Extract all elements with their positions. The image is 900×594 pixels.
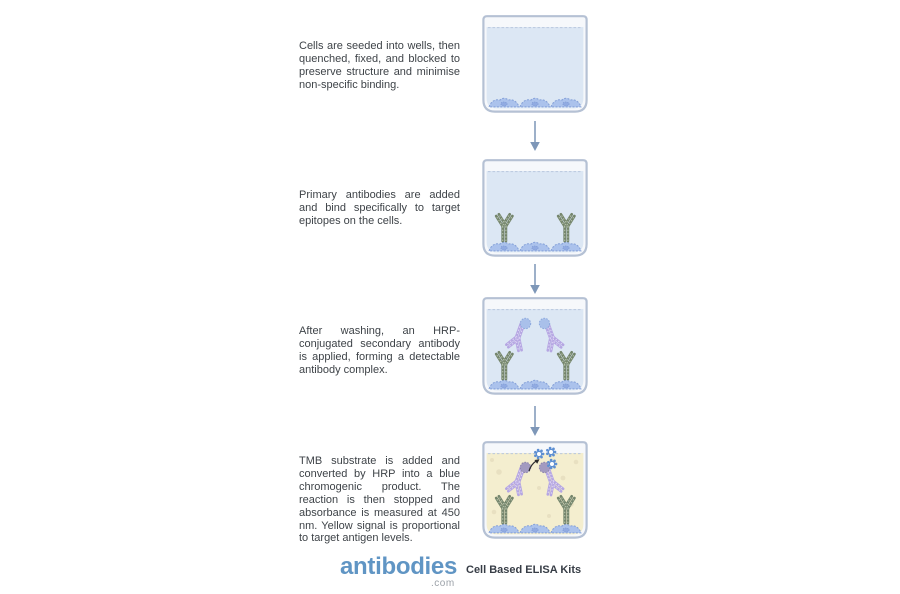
arrow-down-icon <box>528 263 542 295</box>
step-4-description: TMB substrate is added and converted by HRP into a blue chromogenic product. The reaction is then stopped and absorbance is measured at 450 nm. Yellow signal is proportional to target antigen levels. <box>299 455 460 545</box>
well-liquid <box>487 27 584 108</box>
hrp-enzyme-icon <box>520 462 530 472</box>
product-label: Cell Based ELISA Kits <box>466 564 582 576</box>
step-2-description: Primary antibodies are added and bind specifically to target epitopes on the cells. <box>299 189 460 227</box>
arrow-down-icon <box>528 120 542 152</box>
hrp-enzyme-icon <box>539 318 549 328</box>
step-1-description: Cells are seeded into wells, then quenched, fixed, and blocked to preserve structure and minimise non-specific binding. <box>299 40 460 91</box>
brand-logo-suffix: .com <box>431 578 455 589</box>
brand-logo: antibodies <box>340 553 458 580</box>
step-1-well-icon <box>479 14 591 115</box>
step-2-well-icon <box>479 158 591 259</box>
step-3-description: After washing, an HRP-conjugated secondary antibody is applied, forming a detectable antibody complex. <box>299 325 460 376</box>
hrp-enzyme-icon <box>520 318 530 328</box>
step-3-well-icon <box>479 296 591 397</box>
hrp-enzyme-icon <box>539 462 549 472</box>
arrow-down-icon <box>528 405 542 437</box>
step-4-well-icon <box>479 440 591 541</box>
